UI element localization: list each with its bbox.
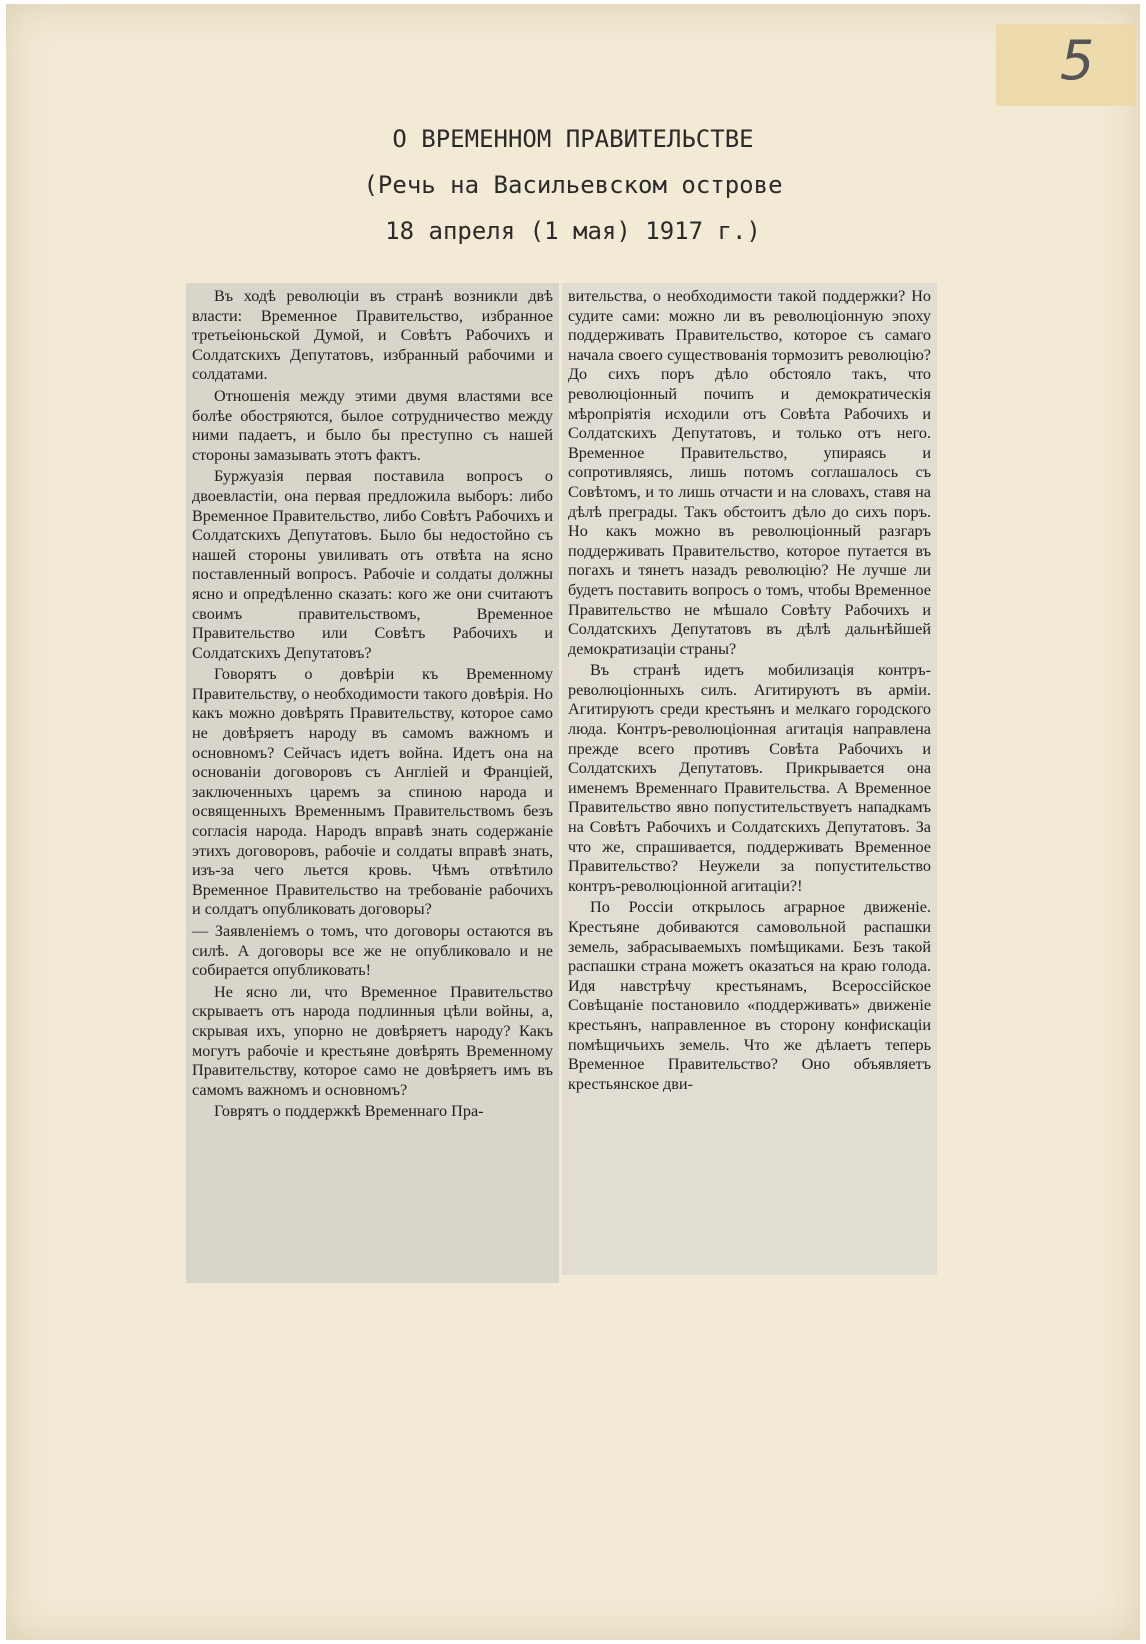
document-heading xyxy=(0,125,1146,263)
subtitle-line-2: 18 апреля (1 мая) 1917 г.) xyxy=(385,217,761,245)
paragraph: Въ ходѣ революціи въ странѣ возникли двѣ власти: Временное Правительство, избранное третьеіюньской Думой, и Совѣтъ Рабочихъ и Солдатскихъ Депутатовъ, избранный рабочими и солдатами. xyxy=(192,287,553,384)
paragraph: Говорятъ о довѣріи къ Временному Правительству, о необходимости такого довѣрія. Но какъ можно довѣрять Правительству, которое само не довѣряетъ народу въ самомъ важномъ и основномъ? Сейчасъ идетъ война. Идетъ она на основаніи договоровъ съ Англіей и Франціей, заключенныхъ царемъ за спиною народа и освященныхъ Временнымъ Правительствомъ безъ согласія народа. Народъ вправѣ знать содержаніе этихъ договоровъ, рабочіе и солдаты вправѣ знать, изъ-за чего льется кровь. Чѣмъ отвѣтило Временное Правительство на требованіе рабочихъ и солдатъ опубликовать договоры? xyxy=(192,665,553,919)
paragraph: Не ясно ли, что Временное Правительство скрываетъ отъ народа подлинныя цѣли войны, а, скрывая ихъ, упорно не довѣряетъ народу? Какъ могутъ рабочіе и крестьяне довѣрять Временному Правительству, которое само не довѣряетъ имъ въ самомъ важномъ и основномъ? xyxy=(192,982,553,1099)
subtitle-line-1: (Речь на Васильевском острове xyxy=(363,171,783,199)
paragraph: — Заявленіемъ о томъ, что договоры остаются въ силѣ. А договоры все же не опубликовало и не собирается опубликовать! xyxy=(192,922,553,980)
paragraph: Въ странѣ идетъ мобилизація контръ-революціонныхъ силъ. Агитируютъ въ арміи. Агитируютъ среди крестьянъ и мелкаго городского люда. Контръ-революціонная агитація направлена прежде всего противъ Совѣта Рабочихъ и Солдатскихъ Депутатовъ. Прикрывается она именемъ Временнаго Правительства. А Временное Правительство явно попустительствуетъ нападкамъ на Совѣтъ Рабочихъ и Солдатскихъ Депутатовъ. За что же, спрашивается, поддерживать Временное Правительство? Неужели за попустительство контръ-революціонной агитаціи?! xyxy=(568,661,931,895)
newspaper-clipping-left xyxy=(186,283,559,1283)
page-number: 5 xyxy=(1060,29,1095,92)
paragraph: Отношенія между этими двумя властями все болѣе обостряются, былое сотрудничество между ними падаетъ, и было бы преступно съ нашей стороны замазывать этотъ фактъ. xyxy=(192,386,553,464)
page-title: О ВРЕМЕННОМ ПРАВИТЕЛЬСТВЕ xyxy=(392,125,754,153)
paragraph: вительства, о необходимости такой поддержки? Но судите сами: можно ли въ революціонную эпоху поддерживать Правительство, которое съ самаго начала своего существованія тормозитъ революцію? До сихъ поръ дѣло обстояло такъ, что революціонный почипъ и демократическія мѣропріятія исходили отъ Совѣта Рабочихъ и Солдатскихъ Депутатовъ, и только отъ него. Временное Правительство, упираясь и сопротивляясь, лишь потомъ соглашалось съ Совѣтомъ, и то лишь отчасти и на словахъ, ставя на дѣлѣ преграды. Такъ обстоитъ дѣло до сихъ поръ. Но какъ можно въ революціонный разгаръ поддерживать Правительство, которое путается въ погахъ и тянетъ назадъ революцію? Не лучше ли будетъ поставить вопросъ о томъ, чтобы Временное Правительство не мѣшало Совѣту Рабочихъ и Солдатскихъ Депутатовъ въ дѣлѣ дальнѣйшей демократизаціи страны? xyxy=(568,287,931,658)
newspaper-clipping-right xyxy=(562,283,937,1275)
paragraph: Говрятъ о поддержкѣ Временнаго Пра- xyxy=(214,1102,484,1121)
paragraph: Буржуазія первая поставила вопросъ о двоевластіи, она первая предложила выборъ: либо Временное Правительство, либо Совѣтъ Рабочихъ и Солдатскихъ Депутатовъ. Было бы недостойно съ нашей стороны увиливать отъ отвѣта на ясно поставленный вопросъ. Рабочіе и солдаты должны ясно и опредѣленно сказать: кого же они считаютъ своимъ правительствомъ, Временное Правительство или Совѣтъ Рабочихъ и Солдатскихъ Депутатовъ? xyxy=(192,467,553,662)
paragraph: По Россіи открылось аграрное движеніе. Крестьяне добиваются самовольной распашки земель, забрасываемыхъ помѣщиками. Безъ такой распашки страна можетъ оказаться на краю голода. Идя навстрѣчу крестьянамъ, Всероссійское Совѣщаніе постановило «поддерживать» движеніе крестьянъ, направленное въ сторону конфискаціи помѣщичьихъ земель. Что же дѣлаетъ теперь Временное Правительство? Оно объявляетъ крестьянское дви- xyxy=(568,898,931,1093)
